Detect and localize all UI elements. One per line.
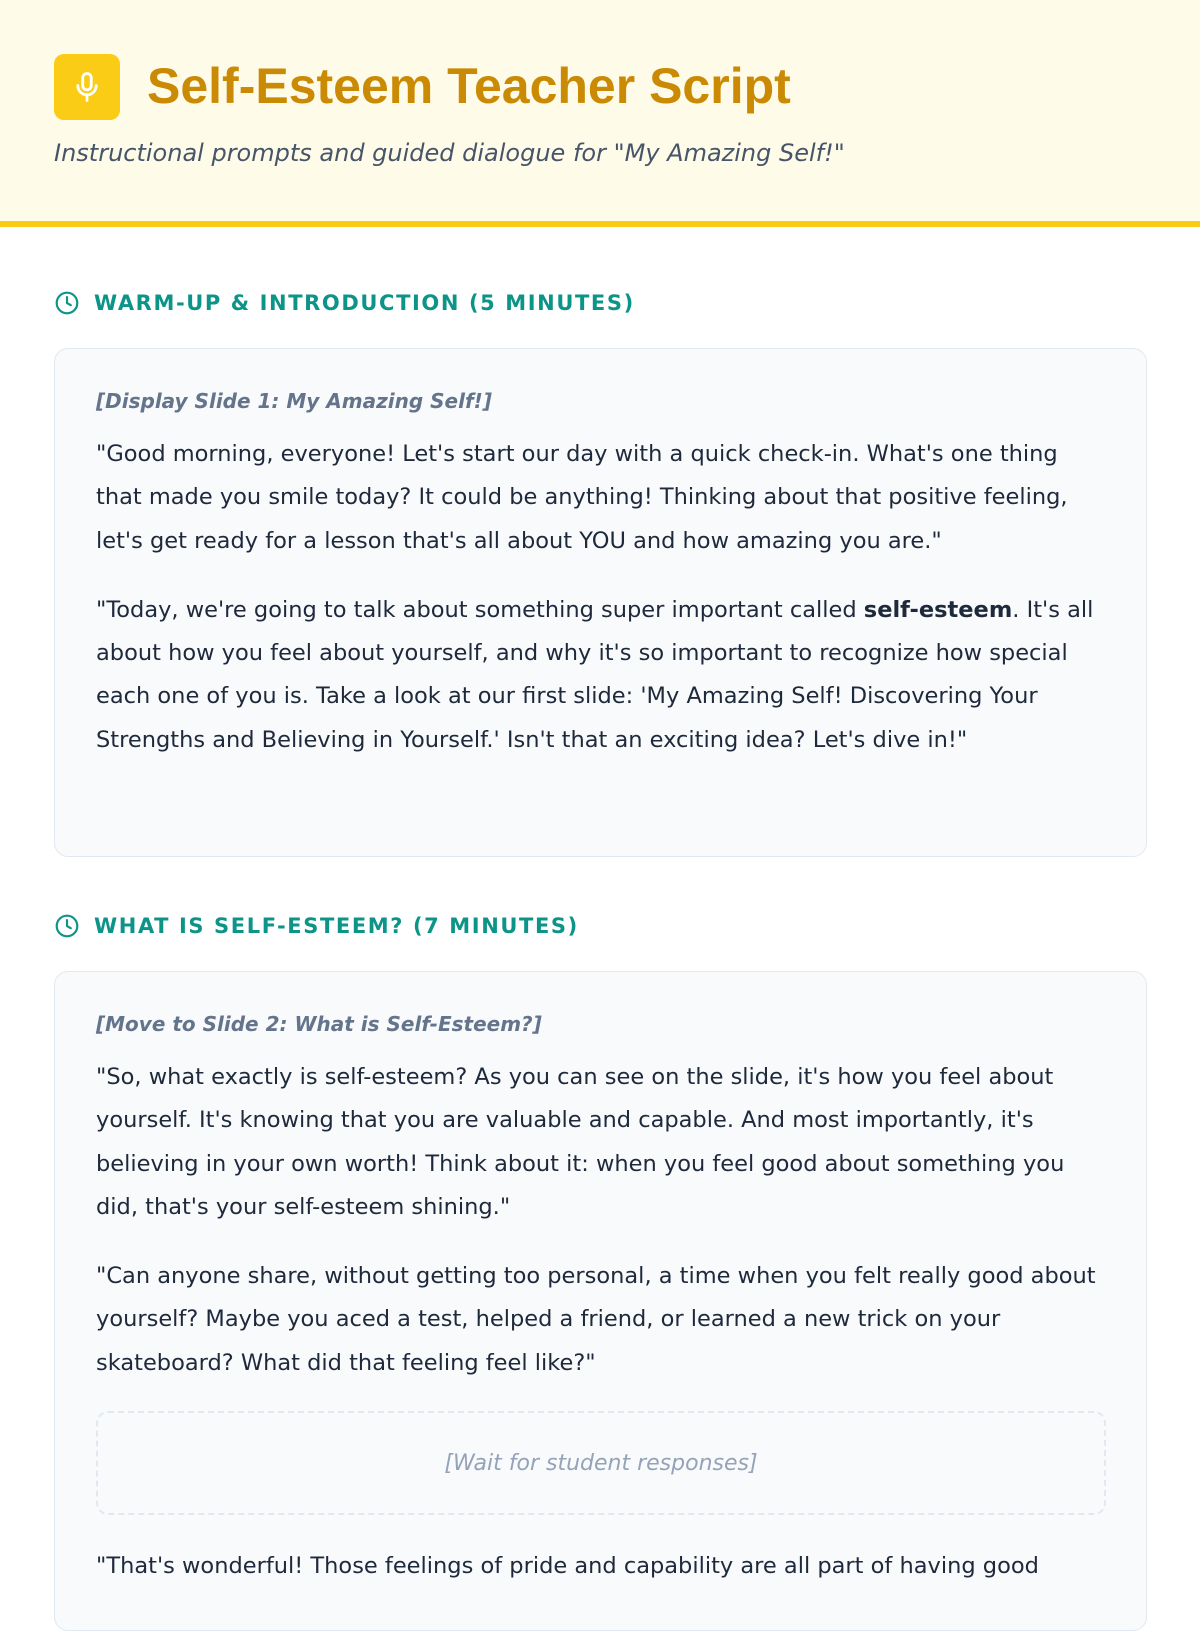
clock-icon [54, 913, 80, 939]
emphasis-term: self-esteem [863, 596, 1013, 623]
script-card-what-is-self-esteem [54, 971, 1147, 1631]
section-heading-warm-up [54, 288, 635, 318]
page-subtitle: Instructional prompts and guided dialogue for "My Amazing Self!" [54, 139, 845, 167]
page-header [0, 0, 1200, 227]
section-title: WHAT IS SELF-ESTEEM? (7 MINUTES) [94, 914, 579, 938]
script-paragraph: "Can anyone share, without getting too personal, a time when you felt really good about yourself? Maybe you aced a test, helped a friend, or learned a new trick on your skateboard? What did that feeling feel like?" [96, 1263, 1096, 1376]
slide-cue: [Display Slide 1: My Amazing Self!] [96, 389, 492, 413]
clock-icon [54, 290, 80, 316]
logo-badge [54, 54, 120, 120]
page-title: Self-Esteem Teacher Script [147, 58, 791, 114]
script-card-warm-up [54, 348, 1147, 857]
script-paragraph: "Good morning, everyone! Let's start our day with a quick check-in. What's one thing that made you smile today? It could be anything! Thinking about that positive feeling, let's get ready for a lesson that's all about YOU and how amazing you are." [96, 441, 1068, 554]
slide-cue: [Move to Slide 2: What is Self-Esteem?] [96, 1012, 542, 1036]
script-paragraph: "Today, we're going to talk about something super important called self-esteem. It's all about how you feel about yourself, and why it's so important to recognize how special each one of you is. Take a look at our first slide: 'My Amazing Self! Discovering Your Strengths and Believing in Yourself.' Isn't that an exciting idea? Let's dive in!" [96, 596, 1094, 753]
wait-for-responses-note: [Wait for student responses] [96, 1411, 1106, 1515]
script-paragraph: "That's wonderful! Those feelings of pride and capability are all part of having good [96, 1553, 1039, 1580]
section-title: WARM-UP & INTRODUCTION (5 MINUTES) [94, 291, 635, 315]
script-paragraph: "So, what exactly is self-esteem? As you can see on the slide, it's how you feel about yourself. It's knowing that you are valuable and capable. And most importantly, it's believing in your own worth! Think about it: when you feel good about something you did, that's your self-esteem shining." [96, 1064, 1065, 1220]
section-heading-what-is-self-esteem [54, 911, 579, 941]
microphone-icon [70, 70, 104, 104]
